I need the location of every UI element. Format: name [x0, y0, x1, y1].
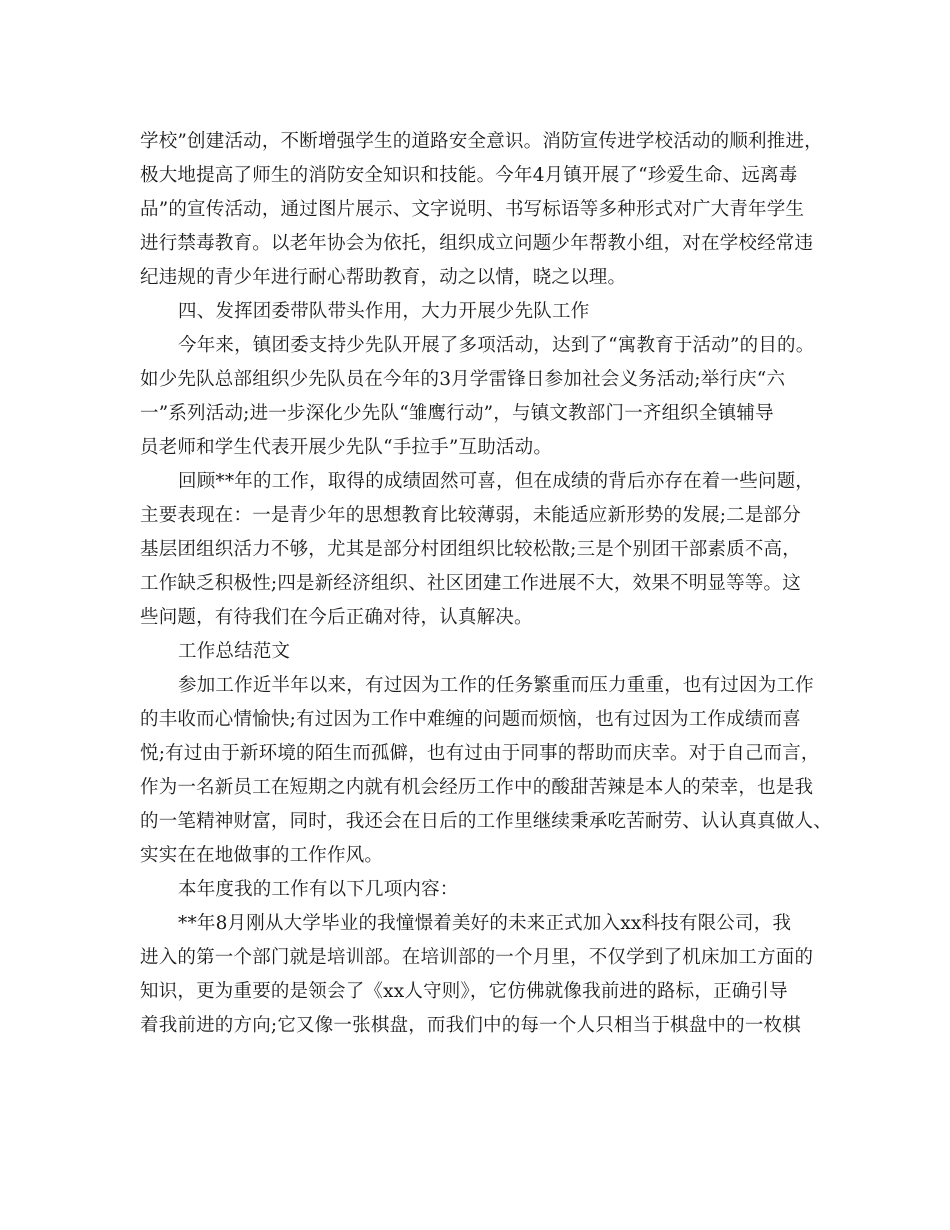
text-line: 极大地提高了师生的消防安全知识和技能。今年4月镇开展了“珍爱生命、远离毒	[140, 165, 798, 186]
text-line: 如少先队总部组织少先队员在今年的3月学雷锋日参加社会义务活动;举行庆“六	[140, 369, 786, 390]
text-line: 学校”创建活动，不断增强学生的道路安全意识。消防宣传进学校活动的顺利推进，	[140, 131, 823, 152]
text-line: 些问题，有待我们在今后正确对待，认真解决。	[140, 607, 533, 628]
section-heading: 四、发挥团委带队带头作用，大力开展少先队工作	[178, 301, 590, 322]
text-line: 今年来，镇团委支持少先队开展了多项活动，达到了“寓教育于活动”的目的。	[178, 335, 815, 356]
text-line: **年8月刚从大学毕业的我憧憬着美好的未来正式加入xx科技有限公司，我	[178, 913, 792, 934]
text-line: 品”的宣传活动，通过图片展示、文字说明、书写标语等多种形式对广大青年学生	[140, 199, 805, 220]
text-line: 作为一名新员工在短期之内就有机会经历工作中的酸甜苦辣是本人的荣幸，也是我	[140, 777, 814, 798]
text-line: 主要表现在：一是青少年的思想教育比较薄弱，未能适应新形势的发展;二是部分	[140, 505, 801, 526]
text-line: 进入的第一个部门就是培训部。在培训部的一个月里，不仅学到了机床加工方面的	[140, 947, 814, 968]
text-line: 一”系列活动;进一步深化少先队“雏鹰行动”，与镇文教部门一齐组织全镇辅导	[140, 403, 774, 424]
text-line: 实实在在地做事的工作作风。	[140, 845, 384, 866]
text-line: 基层团组织活力不够，尤其是部分村团组织比较松散;三是个别团干部素质不高，	[140, 539, 801, 560]
text-line: 纪违规的青少年进行耐心帮助教育，动之以情，晓之以理。	[140, 267, 627, 288]
section-heading: 工作总结范文	[178, 641, 291, 662]
text-line: 的丰收而心情愉快;有过因为工作中难缠的问题而烦恼，也有过因为工作成绩而喜	[140, 709, 801, 730]
text-line: 知识，更为重要的是领会了《xx人守则》，它仿佛就像我前进的路标，正确引导	[140, 981, 788, 1002]
text-line: 着我前进的方向;它又像一张棋盘，而我们中的每一个人只相当于棋盘中的一枚棋	[140, 1015, 801, 1036]
text-line: 回顾**年的工作，取得的成绩固然可喜，但在成绩的背后亦存在着一些问题，	[178, 471, 815, 492]
text-line: 进行禁毒教育。以老年协会为依托，组织成立问题少年帮教小组，对在学校经常违	[140, 233, 814, 254]
text-line: 的一笔精神财富，同时，我还会在日后的工作里继续秉承吃苦耐劳、认认真真做人、	[140, 811, 832, 832]
text-line: 参加工作近半年以来，有过因为工作的任务繁重而压力重重，也有过因为工作	[178, 675, 814, 696]
text-line: 员老师和学生代表开展少先队“手拉手”互助活动。	[140, 437, 553, 458]
text-line: 悦;有过由于新环境的陌生而孤僻，也有过由于同事的帮助而庆幸。对于自己而言，	[140, 743, 820, 764]
text-line: 工作缺乏积极性;四是新经济组织、社区团建工作进展不大，效果不明显等等。这	[140, 573, 801, 594]
text-line: 本年度我的工作有以下几项内容：	[178, 879, 459, 900]
